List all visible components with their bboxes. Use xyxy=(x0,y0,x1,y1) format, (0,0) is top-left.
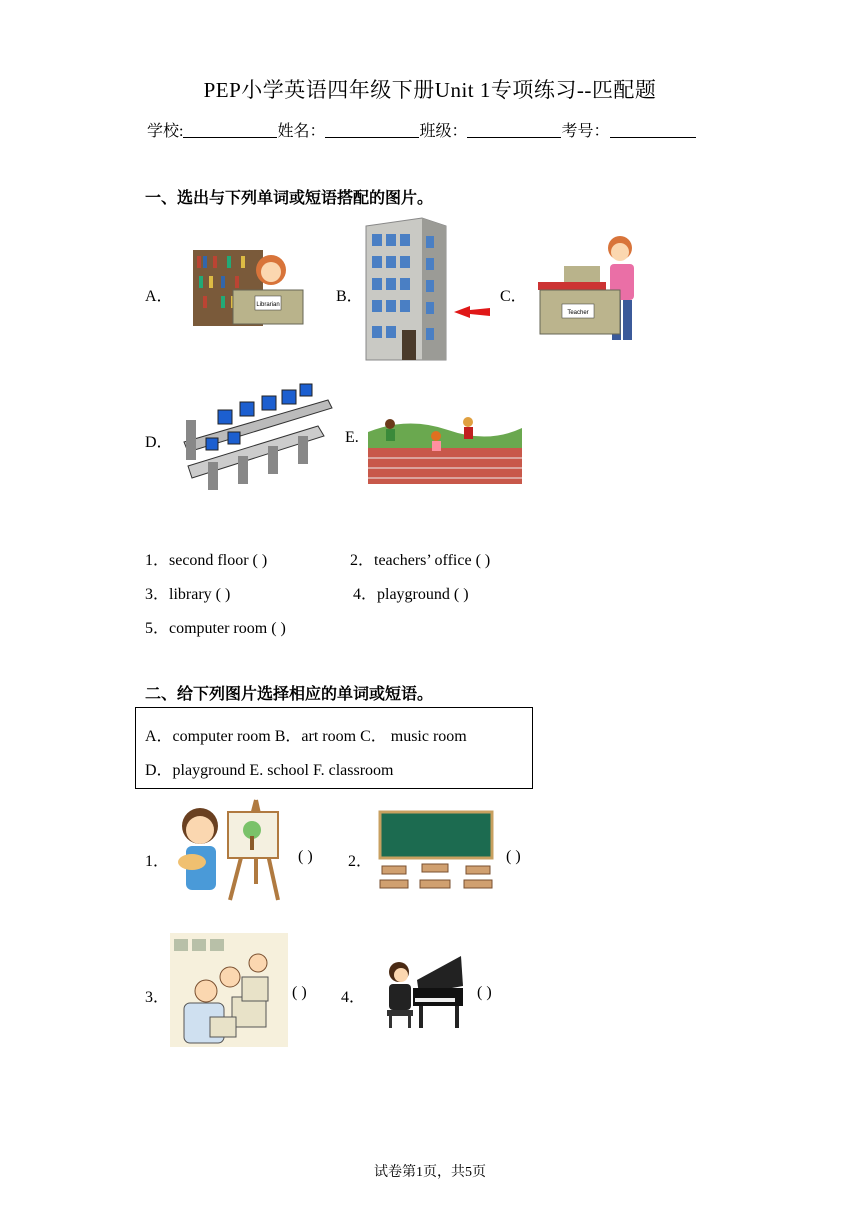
option-e-label: E. xyxy=(345,429,359,446)
number-label: 考号： xyxy=(561,123,610,140)
s2-item-1-label: 1． xyxy=(145,853,170,870)
s2-item-3-paren[interactable]: ( ) xyxy=(292,984,307,1001)
name-label: 姓名： xyxy=(277,123,326,140)
teacher-badge: Teacher xyxy=(567,310,589,316)
classroom-picture xyxy=(378,810,496,898)
computer-room-picture xyxy=(178,380,336,494)
s2-item-2-label: 2． xyxy=(348,853,373,870)
class-label: 班级： xyxy=(419,123,468,140)
s2-item-2-paren[interactable]: ( ) xyxy=(506,848,521,865)
s2-item-3-label: 3． xyxy=(145,989,170,1006)
s1-question-5: 5．computer room ( ) xyxy=(145,620,286,637)
number-blank[interactable] xyxy=(610,121,696,138)
school-blank[interactable] xyxy=(183,121,277,138)
s1-question-2: 2．teachers’ office ( ) xyxy=(350,552,491,569)
option-d-label: D． xyxy=(145,434,173,451)
teachers-office-picture xyxy=(536,234,640,344)
music-room-picture xyxy=(383,950,465,1032)
section2-heading: 二、给下列图片选择相应的单词或短语。 xyxy=(145,686,434,703)
art-room-picture xyxy=(174,794,284,904)
s1-question-1: 1．second floor ( ) xyxy=(145,552,268,569)
option-a-label: A． xyxy=(145,288,173,305)
page-footer: 试卷第1页，共5页 xyxy=(374,1165,486,1180)
class-blank[interactable] xyxy=(467,121,561,138)
word-bank-line-1: A．computer room B．art room C． music room xyxy=(145,728,467,745)
s1-question-3: 3．library ( ) xyxy=(145,586,231,603)
s2-item-4-label: 4． xyxy=(341,989,366,1006)
computer-lab-picture xyxy=(170,933,288,1047)
student-info-line xyxy=(147,118,696,141)
s1-question-4: 4．playground ( ) xyxy=(353,586,469,603)
s2-item-1-paren[interactable]: ( ) xyxy=(298,848,313,865)
option-c-label: C． xyxy=(500,288,527,305)
s2-item-4-paren[interactable]: ( ) xyxy=(477,984,492,1001)
word-bank-line-2: D．playground E. school F. classroom xyxy=(145,762,394,779)
option-b-label: B． xyxy=(336,288,363,305)
librarian-badge: Librarian xyxy=(256,302,280,308)
playground-picture xyxy=(368,402,522,484)
building-picture xyxy=(362,216,492,362)
name-blank[interactable] xyxy=(325,121,419,138)
library-picture xyxy=(191,248,307,330)
section1-heading: 一、选出与下列单词或短语搭配的图片。 xyxy=(145,190,434,207)
page-title: PEP小学英语四年级下册Unit 1专项练习--匹配题 xyxy=(203,78,657,102)
school-label: 学校: xyxy=(147,123,184,140)
